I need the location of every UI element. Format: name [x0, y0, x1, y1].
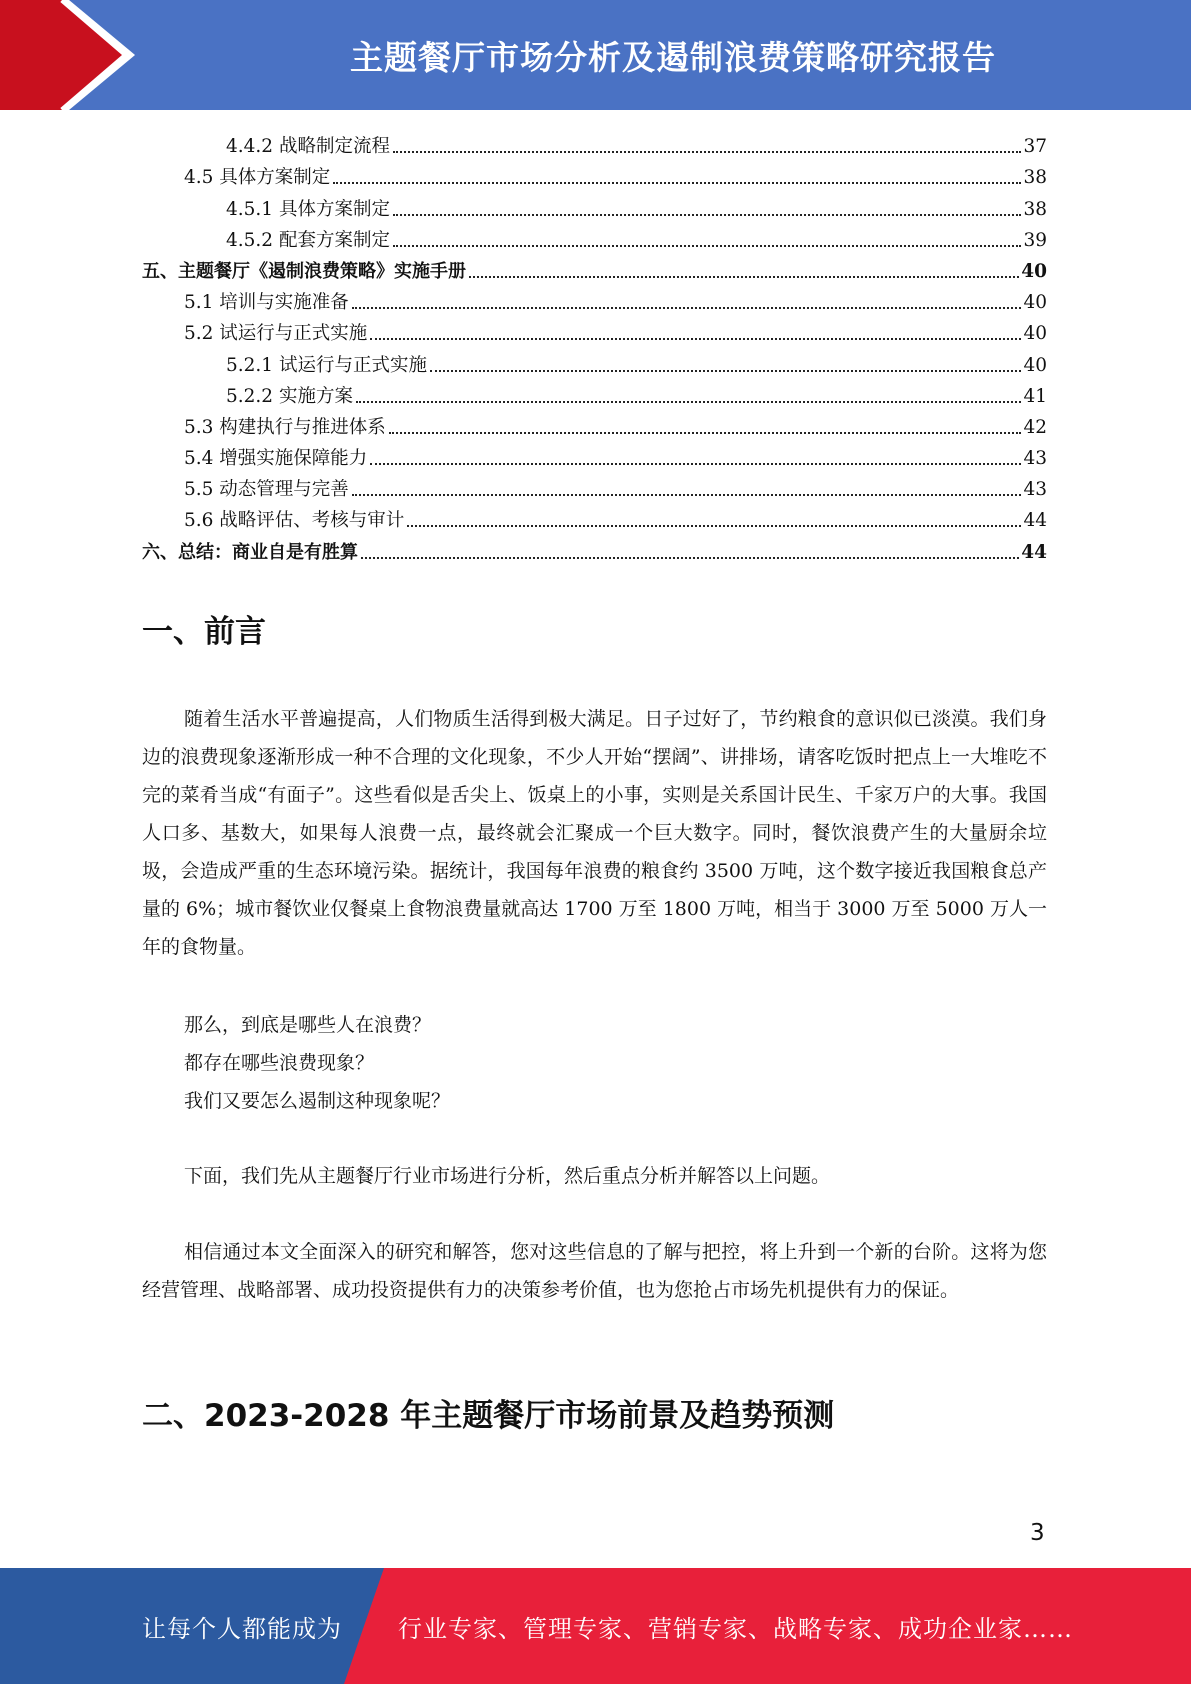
toc-entry[interactable]: [142, 409, 1047, 440]
toc-entry-title: 4.5 具体方案制定: [184, 167, 331, 189]
preface-paragraph-1: 随着生活水平普遍提高，人们物质生活得到极大满足。日子过好了，节约粮食的意识似已淡漠。我们身边的浪费现象逐渐形成一种不合理的文化现象，不少人开始“摆阔”、讲排场，请客吃饭时把点上一大堆吃不完的菜肴当成“有面子”。这些看似是舌尖上、饭桌上的小事，实则是关系国计民生、千家万户的大事。我国人口多、基数大，如果每人浪费一点，最终就会汇聚成一个巨大数字。同时，餐饮浪费产生的大量厨余垃圾，会造成严重的生态环境污染。据统计，我国每年浪费的粮食约 3500 万吨，这个数字接近我国粮食总产量的 6%；城市餐饮业仅餐桌上食物浪费量就高达 1700 万至 1800 万吨，相当于 3000 万至 5000 万人一年的食物量。: [142, 708, 1047, 958]
toc-dot-leader: [370, 338, 1021, 340]
toc-entry-page: 42: [1023, 416, 1047, 438]
toc-entry-title: 5.2.2 实施方案: [226, 385, 353, 407]
toc-entry-title: 5.4 增强实施保障能力: [184, 448, 368, 470]
toc-dot-leader: [352, 307, 1022, 309]
toc-entry-title: 4.4.2 战略制定流程: [226, 136, 390, 158]
toc-entry[interactable]: [142, 378, 1047, 409]
toc-entry-title: 4.5.1 具体方案制定: [226, 198, 390, 220]
toc-entry-title: 5.3 构建执行与推进体系: [184, 416, 386, 438]
toc-entry-page: 40: [1023, 323, 1047, 345]
toc-entry[interactable]: [142, 190, 1047, 221]
preface-paragraph-3: 相信通过本文全面深入的研究和解答，您对这些信息的了解与把控，将上升到一个新的台阶。这将为您经营管理、战略部署、成功投资提供有力的决策参考价值，也为您抢占市场先机提供有力的保证。: [142, 1241, 1047, 1301]
preface-question-3: 我们又要怎么遏制这种现象呢？: [184, 1090, 451, 1112]
toc-entry-page: 43: [1023, 479, 1047, 501]
toc-entry-page: 40: [1023, 354, 1047, 376]
toc-dot-leader: [393, 151, 1021, 153]
toc-entry-title: 4.5.2 配套方案制定: [226, 229, 390, 251]
toc-dot-leader: [393, 214, 1021, 216]
toc-entry-page: 39: [1023, 229, 1047, 251]
toc-entry-page: 40: [1021, 260, 1047, 282]
toc-dot-leader: [389, 432, 1022, 434]
toc-entry[interactable]: [142, 533, 1047, 564]
toc-dot-leader: [352, 494, 1022, 496]
toc-entry-title: 5.1 培训与实施准备: [184, 292, 349, 314]
toc-entry-page: 38: [1023, 167, 1047, 189]
toc-entry[interactable]: [142, 253, 1047, 284]
preface-question-1: 那么，到底是哪些人在浪费？: [184, 1014, 432, 1036]
toc-entry-page: 37: [1023, 136, 1047, 158]
toc-entry-title: 五、主题餐厅《遏制浪费策略》实施手册: [142, 260, 466, 282]
preface-paragraph-2: 下面，我们先从主题餐厅行业市场进行分析，然后重点分析并解答以上问题。: [184, 1165, 831, 1187]
toc-entry-page: 44: [1021, 541, 1047, 563]
toc-dot-leader: [469, 276, 1019, 278]
footer-slogan-left: 让每个人都能成为: [142, 1614, 342, 1643]
toc-entry-page: 41: [1023, 385, 1047, 407]
page-number: 3: [1030, 1520, 1045, 1546]
toc-dot-leader: [333, 182, 1021, 184]
toc-dot-leader: [430, 370, 1021, 372]
toc-entry[interactable]: [142, 440, 1047, 471]
toc-entry[interactable]: [142, 315, 1047, 346]
section-heading-preface: 一、前言: [142, 614, 266, 650]
toc-entry[interactable]: [142, 346, 1047, 377]
toc-entry[interactable]: [142, 222, 1047, 253]
preface-question-2: 都存在哪些浪费现象？: [184, 1052, 375, 1074]
toc-dot-leader: [370, 463, 1021, 465]
toc-entry-title: 5.5 动态管理与完善: [184, 479, 349, 501]
toc-entry[interactable]: [142, 502, 1047, 533]
toc-entry[interactable]: [142, 284, 1047, 315]
toc-entry[interactable]: [142, 159, 1047, 190]
header-arrow-decoration: [0, 0, 160, 110]
toc-entry[interactable]: [142, 128, 1047, 159]
toc-entry[interactable]: [142, 471, 1047, 502]
toc-entry-page: 43: [1023, 448, 1047, 470]
toc-entry-title: 5.2.1 试运行与正式实施: [226, 354, 427, 376]
toc-entry-title: 5.6 战略评估、考核与审计: [184, 510, 405, 532]
table-of-contents: [142, 128, 1047, 565]
footer-slogan-right: 行业专家、管理专家、营销专家、战略专家、成功企业家……: [398, 1614, 1073, 1643]
toc-entry-title: 5.2 试运行与正式实施: [184, 323, 368, 345]
toc-dot-leader: [407, 525, 1021, 527]
report-title: 主题餐厅市场分析及遏制浪费策略研究报告: [350, 37, 996, 77]
toc-dot-leader: [361, 557, 1019, 559]
section-heading-forecast: 二、2023-2028 年主题餐厅市场前景及趋势预测: [142, 1398, 835, 1434]
page-header: [0, 0, 1191, 110]
toc-entry-page: 40: [1023, 292, 1047, 314]
toc-dot-leader: [356, 401, 1022, 403]
page-footer: [0, 1568, 1191, 1684]
toc-entry-page: 38: [1023, 198, 1047, 220]
toc-entry-page: 44: [1023, 510, 1047, 532]
toc-entry-title: 六、总结：商业自是有胜算: [142, 541, 358, 563]
toc-dot-leader: [393, 245, 1021, 247]
